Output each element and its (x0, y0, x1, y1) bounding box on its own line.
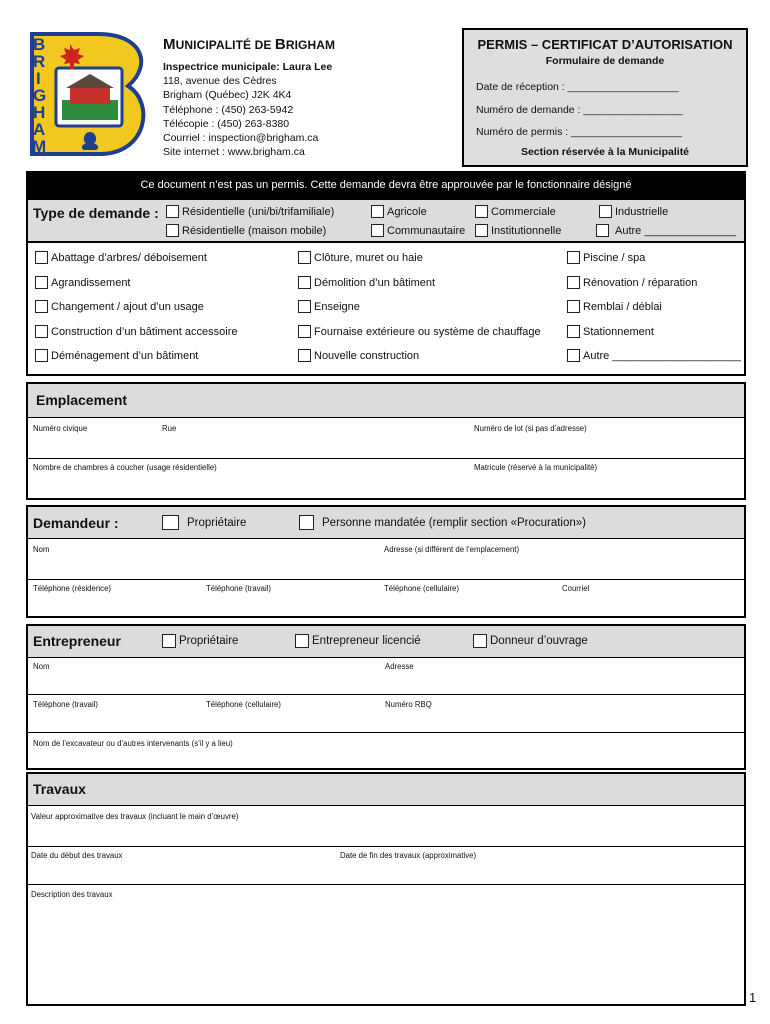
checkbox-commerciale[interactable]: Commerciale (475, 205, 556, 218)
row-divider (28, 458, 744, 459)
checkbox-entrepreneur-proprietaire[interactable]: Propriétaire (162, 634, 238, 648)
field-description-travaux[interactable]: Description des travaux (31, 890, 113, 899)
checkbox-square[interactable] (299, 515, 314, 530)
checkbox-demenagement[interactable]: Déménagement d’un bâtiment (35, 349, 198, 362)
checkbox-square[interactable] (298, 251, 311, 264)
checkbox-institutionnelle[interactable]: Institutionnelle (475, 224, 561, 237)
checkbox-personne-mandatee[interactable]: Personne mandatée (remplir section «Procuration») (299, 515, 586, 530)
checkbox-renovation[interactable]: Rénovation / réparation (567, 276, 697, 289)
row-divider (28, 846, 744, 847)
field-nom-entrepreneur[interactable]: Nom (33, 662, 50, 671)
logo-letter-b: B (33, 35, 46, 54)
field-date-debut[interactable]: Date du début des travaux (31, 851, 123, 860)
section-entrepreneur (26, 624, 746, 770)
field-numero-rbq[interactable]: Numéro RBQ (385, 700, 432, 709)
section-header (28, 774, 744, 806)
checkbox-square[interactable] (475, 205, 488, 218)
field-adresse-entrepreneur[interactable]: Adresse (385, 662, 414, 671)
municipality-title: MUNICIPALITÉ DE BRIGHAM (163, 36, 336, 53)
section-emplacement (26, 382, 746, 500)
checkbox-square[interactable] (567, 300, 580, 313)
field-tel-travail[interactable]: Téléphone (travail) (206, 584, 272, 593)
work-types-box (26, 243, 746, 376)
checkbox-agrandissement[interactable]: Agrandissement (35, 276, 131, 289)
checkbox-square[interactable] (473, 634, 487, 648)
checkbox-square[interactable] (298, 349, 311, 362)
field-nom-demandeur[interactable]: Nom (33, 545, 50, 554)
checkbox-square[interactable] (35, 349, 48, 362)
checkbox-agricole[interactable]: Agricole (371, 205, 427, 218)
checkbox-square[interactable] (475, 224, 488, 237)
checkbox-cloture[interactable]: Clôture, muret ou haie (298, 251, 423, 264)
row-divider (28, 732, 744, 733)
section-title-travaux: Travaux (33, 781, 86, 797)
checkbox-nouvelle-construction[interactable]: Nouvelle construction (298, 349, 419, 362)
page-number: 1 (749, 990, 757, 1005)
checkbox-square[interactable] (162, 515, 179, 530)
checkbox-square[interactable] (295, 634, 309, 648)
section-travaux (26, 772, 746, 1006)
municipality-info (163, 36, 463, 159)
type-demande-label: Type de demande : (33, 205, 159, 221)
checkbox-batiment-accessoire[interactable]: Construction d’un bâtiment accessoire (35, 325, 237, 338)
permit-title: PERMIS – CERTIFICAT D’AUTORISATION (477, 37, 733, 52)
field-matricule[interactable]: Matricule (réservé à la municipalité) (474, 463, 598, 472)
field-rue[interactable]: Rue (162, 424, 177, 433)
checkbox-square[interactable] (371, 205, 384, 218)
checkbox-industrielle[interactable]: Industrielle (599, 205, 668, 218)
checkbox-maison-mobile[interactable]: Résidentielle (maison mobile) (166, 224, 326, 237)
checkbox-square[interactable] (599, 205, 612, 218)
logo-letter-a: A (33, 120, 46, 139)
date-reception-field[interactable]: Date de réception : ___________________ (476, 81, 679, 93)
logo-letter-g: G (33, 86, 47, 105)
checkbox-square[interactable] (567, 349, 580, 362)
section-header (28, 384, 744, 418)
permit-subtitle: Formulaire de demande (545, 55, 665, 67)
field-tel-travail-entrepreneur[interactable]: Téléphone (travail) (33, 700, 99, 709)
numero-demande-field[interactable]: Numéro de demande : _________________ (476, 103, 683, 116)
website-line: Site internet : www.brigham.ca (163, 146, 305, 159)
field-excavateur[interactable]: Nom de l’excavateur ou d’autres intervenants (s’il y a lieu) (33, 739, 233, 748)
row-divider (28, 694, 744, 695)
email-line: Courriel : inspection@brigham.ca (163, 132, 319, 145)
checkbox-autre-travaux[interactable]: Autre _____________________ (567, 349, 741, 362)
checkbox-donneur-ouvrage[interactable]: Donneur d’ouvrage (473, 634, 588, 648)
numero-permis-field[interactable]: Numéro de permis : ___________________ (476, 126, 683, 138)
type-demande-box (26, 198, 746, 243)
field-tel-cellulaire-entrepreneur[interactable]: Téléphone (cellulaire) (206, 700, 281, 709)
checkbox-square[interactable] (166, 205, 179, 218)
phone-line: Téléphone : (450) 263-5942 (163, 103, 294, 116)
checkbox-square[interactable] (35, 300, 48, 313)
checkbox-demandeur-proprietaire[interactable]: Propriétaire (162, 515, 246, 530)
checkbox-square[interactable] (35, 251, 48, 264)
brigham-logo (26, 30, 154, 158)
row-divider (28, 884, 744, 885)
field-tel-cellulaire[interactable]: Téléphone (cellulaire) (384, 584, 459, 593)
field-date-fin[interactable]: Date de fin des travaux (approximative) (340, 851, 477, 860)
checkbox-entrepreneur-licencie[interactable]: Entrepreneur licencié (295, 634, 421, 648)
checkbox-fournaise[interactable]: Fournaise extérieure ou système de chauffage (298, 325, 541, 338)
checkbox-square[interactable] (567, 276, 580, 289)
section-demandeur (26, 505, 746, 618)
checkbox-square[interactable] (298, 325, 311, 338)
field-tel-residence[interactable]: Téléphone (résidence) (33, 584, 112, 593)
field-valeur-travaux[interactable]: Valeur approximative des travaux (incluant le main d’œuvre) (31, 812, 239, 821)
logo-letter-i: I (36, 69, 41, 88)
section-title-entrepreneur: Entrepreneur (33, 633, 121, 649)
permit-box (462, 28, 748, 167)
city-line: Brigham (Québec) J2K 4K4 (163, 89, 292, 102)
logo-letter-h: H (33, 103, 46, 122)
fax-line: Télécopie : (450) 263-8380 (163, 117, 290, 130)
field-numero-civique[interactable]: Numéro civique (33, 424, 88, 433)
checkbox-remblai[interactable]: Remblai / déblai (567, 300, 662, 313)
checkbox-changement-usage[interactable]: Changement / ajout d’un usage (35, 300, 204, 313)
section-title-emplacement: Emplacement (36, 392, 128, 408)
logo-letter-r: R (33, 52, 46, 71)
checkbox-square[interactable] (596, 224, 609, 237)
checkbox-square[interactable] (35, 276, 48, 289)
checkbox-abattage[interactable]: Abattage d’arbres/ déboisement (35, 251, 207, 264)
checkbox-square[interactable] (298, 276, 311, 289)
checkbox-square[interactable] (567, 251, 580, 264)
checkbox-enseigne[interactable]: Enseigne (298, 300, 360, 313)
checkbox-square[interactable] (162, 634, 176, 648)
checkbox-residentielle[interactable]: Résidentielle (uni/bi/trifamiliale) (166, 205, 334, 218)
checkbox-square[interactable] (298, 300, 311, 313)
field-adresse-demandeur[interactable]: Adresse (si différent de l’emplacement) (384, 545, 520, 554)
address-line: 118, avenue des Cèdres (163, 75, 277, 88)
section-title-demandeur: Demandeur : (33, 515, 119, 531)
checkbox-square[interactable] (166, 224, 179, 237)
checkbox-demolition[interactable]: Démolition d’un bâtiment (298, 276, 435, 289)
checkbox-square[interactable] (567, 325, 580, 338)
checkbox-communautaire[interactable]: Communautaire (371, 224, 465, 237)
field-numero-lot[interactable]: Numéro de lot (si pas d’adresse) (474, 424, 587, 433)
checkbox-piscine[interactable]: Piscine / spa (567, 251, 645, 264)
row-divider (28, 579, 744, 580)
checkbox-stationnement[interactable]: Stationnement (567, 325, 654, 338)
checkbox-square[interactable] (35, 325, 48, 338)
field-courriel[interactable]: Courriel (562, 584, 590, 593)
logo-letter-m: M (32, 137, 47, 156)
checkbox-square[interactable] (371, 224, 384, 237)
reserved-note: Section réservée à la Municipalité (520, 145, 690, 158)
inspector-name: Inspectrice municipale: Laura Lee (163, 61, 333, 73)
disclaimer-banner: Ce document n’est pas un permis. Cette demande devra être approuvée par le fonctionnaire désigné (26, 171, 746, 198)
field-chambres[interactable]: Nombre de chambres à coucher (usage résidentielle) (33, 463, 217, 472)
checkbox-autre-type[interactable]: Autre _______________ (596, 224, 736, 237)
